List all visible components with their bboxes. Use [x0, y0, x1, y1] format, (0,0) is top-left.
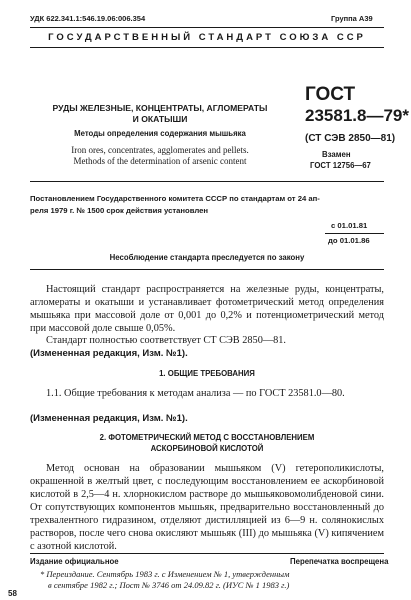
section2-heading-line1: 2. ФОТОМЕТРИЧЕСКИЙ МЕТОД С ВОССТАНОВЛЕНИЕМ: [99, 433, 315, 442]
section2-heading-line2: АСКОРБИНОВОЙ КИСЛОТОЙ: [150, 444, 264, 453]
reissue-note-line2: в сентябре 1982 г.; Пост № 3746 от 24.09.82 г. (ИУС № 1 1983 г.): [48, 580, 290, 590]
gost-number: 23581.8—79*: [305, 106, 409, 125]
footer-rule: [30, 553, 384, 554]
replaces-label: Взамен: [322, 150, 351, 159]
section1-heading: 1. ОБЩИЕ ТРЕБОВАНИЯ: [159, 369, 255, 378]
ru-subtitle: Методы определения содержания мышьяка: [74, 129, 246, 138]
amendment-note-section1: (Измененная редакция, Изм. №1).: [30, 413, 188, 424]
reissue-note-line1: * Переиздание. Сентябрь 1983 г. с Изменением № 1, утвержденным: [40, 569, 290, 579]
decree-line2: реля 1979 г. № 1500 срок действия установлен: [30, 206, 209, 215]
section2-text: Метод основан на образовании мышьяком (V) гетерополикислоты, окрашенной в желтый цвет, с последующим восстановлением ее аскорбиновой кислотой в 2,5—4 н. хлорнокислом растворе до мышьяковомолибденовой сини. От сопутствующих компонентов мышьяк, предварительно восстановленный до трехвалентного гидразином, отделяют дистилляцией из 6—9 н. солянокислых растворов, после чего снова окисляют мышьяк (III) до мышьяка (V) кипячением с азотной кислотой.: [30, 463, 384, 552]
replaces-standard: ГОСТ 12756—67: [310, 161, 371, 170]
conformity-paragraph: Стандарт полностью соответствует СТ СЭВ 2850—81.: [46, 335, 287, 346]
ru-title-line2: И ОКАТЫШИ: [132, 114, 188, 124]
official-edition: Издание официальное: [30, 557, 119, 566]
ru-title-line1: РУДЫ ЖЕЛЕЗНЫЕ, КОНЦЕНТРАТЫ, АГЛОМЕРАТЫ: [52, 103, 268, 113]
legal-warning: Несоблюдение стандарта преследуется по закону: [109, 253, 305, 262]
page-number: 58: [8, 589, 17, 598]
validity-rule: [325, 233, 384, 234]
udk-code: УДК 622.341.1:546.19.06:006.354: [30, 14, 146, 23]
validity-to: до 01.01.86: [328, 236, 370, 245]
warning-rule: [30, 269, 384, 270]
intro-paragraph: Настоящий стандарт распространяется на железные руды, концентраты, агломераты и окатыши и устанавливает фотометрический метод определения мышьяка при массовой доле от 0,001 до 0,2% и потенциометрический метод при массовой доле свыше 0,05%.: [30, 284, 384, 334]
standard-banner: ГОСУДАРСТВЕННЫЙ СТАНДАРТ СОЮЗА ССР: [48, 32, 366, 43]
validity-from: с 01.01.81: [331, 221, 368, 230]
group-code: Группа А39: [331, 14, 373, 23]
header-rule-bottom: [30, 47, 384, 48]
decree-line1: Постановлением Государственного комитета СССР по стандартам от 24 ап-: [30, 194, 320, 203]
en-title-line2: Methods of the determination of arsenic content: [73, 156, 247, 166]
sev-reference: (СТ СЭВ 2850—81): [305, 133, 396, 144]
amendment-note-intro: (Измененная редакция, Изм. №1).: [30, 348, 188, 359]
header-rule-top: [30, 27, 384, 28]
gost-label: ГОСТ: [305, 84, 356, 105]
section1-text: 1.1. Общие требования к методам анализа — по ГОСТ 23581.0—80.: [46, 388, 345, 399]
reprint-prohibited: Перепечатка воспрещена: [290, 557, 389, 566]
en-title-line1: Iron ores, concentrates, agglomerates and pellets.: [71, 145, 249, 155]
title-rule: [30, 181, 384, 182]
